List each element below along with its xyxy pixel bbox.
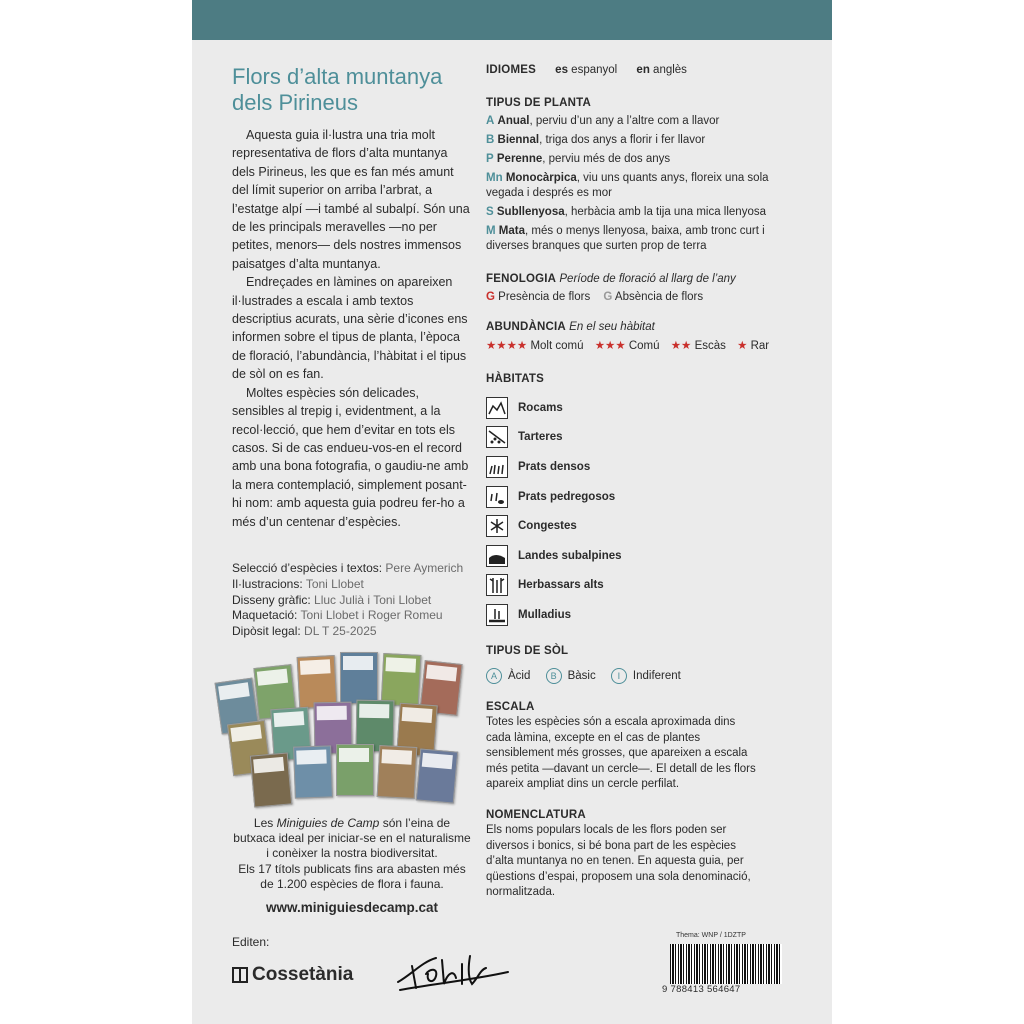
- abundance-label: Rar: [750, 340, 770, 352]
- series-name: Miniguies de Camp: [276, 816, 380, 830]
- abundancia-section: [486, 320, 796, 354]
- description-paragraph-3: Moltes espècies són delicades, sensibles al trepig i, evidentment, a la recol·lecció, que hem d’evitar en tots els casos. Si de cas endueu-vos-en el record amb una bona fotografia, o gaudiu-ne amb la mera contemplació, simplement posant-hi nom: amb aquesta guia podreu fer-ho a més d’un centenar d’espècies.: [232, 385, 469, 529]
- credit-row: [232, 608, 482, 624]
- collage-book: [340, 652, 378, 704]
- thema-code: Thema: WNP / 1DZTP: [676, 932, 746, 939]
- collage-book: [336, 744, 374, 796]
- abundance-label: Comú: [628, 340, 660, 352]
- basic-soil-icon: B: [546, 668, 562, 684]
- escala-heading: ESCALA: [486, 701, 535, 713]
- habitat-item: Prats pedregosos: [486, 482, 796, 512]
- habitat-item: Prats densos: [486, 452, 796, 482]
- credit-label: Dipòsit legal:: [232, 624, 301, 639]
- habitat-item: Mulladius: [486, 600, 796, 630]
- fenologia-section: [486, 272, 796, 305]
- left-column: [232, 64, 472, 531]
- collage-book: [297, 655, 338, 709]
- title-line-1: Flors d’alta muntanya: [232, 64, 443, 89]
- fenologia-subtitle: Període de floració al llarg de l’any: [559, 273, 736, 285]
- star-icon: ★★: [670, 340, 692, 352]
- publisher-logo: [232, 964, 353, 986]
- flower-absent-marker: G: [603, 291, 613, 303]
- promo-line-1: Les Miniguies de Camp són l’eina de butxaca ideal per iniciar-se en el naturalisme i conèixer la nostra biodiversitat.: [233, 816, 471, 861]
- book-title: [232, 64, 472, 116]
- credit-row: [232, 593, 482, 609]
- tall-grass-icon: [486, 574, 508, 596]
- habitat-item: Congestes: [486, 511, 796, 541]
- tipus-planta-heading: TIPUS DE PLANTA: [486, 97, 592, 109]
- habitats-section: [486, 372, 796, 630]
- credit-label: Disseny gràfic:: [232, 592, 311, 607]
- idiomes-heading: IDIOMES: [486, 64, 536, 76]
- nomenclatura-text: Els noms populars locals de les flors poden ser diversos i bonics, si bé bona part de les espècies d’alta muntanya no en tenen. En aquesta guia, per qüestions d’espai, proposem una sola denominació, normalitzada.: [486, 824, 751, 899]
- scree-icon: [486, 426, 508, 448]
- credits: [232, 561, 482, 640]
- credit-row: [232, 624, 482, 640]
- publisher-mark-icon: [232, 967, 248, 983]
- description-paragraph-2: Endreçades en làmines on apareixen il·lustrades a escala i amb textos descriptius acurats, una sèrie d’icones ens informen sobre el tipus de planta, l’època de floració, l’abundància, l’hàbitat i el tipus de sòl on es fan.: [232, 275, 468, 382]
- lang-code: es: [555, 64, 568, 76]
- lang-label: anglès: [653, 64, 687, 76]
- habitat-item: Herbassars alts: [486, 571, 796, 601]
- series-promo: [232, 816, 472, 892]
- signature-logo: [392, 944, 512, 996]
- habitat-item: Tarteres: [486, 423, 796, 453]
- idiomes-section: [486, 64, 796, 76]
- abundance-label: Escàs: [694, 340, 726, 352]
- credit-label: Maquetació:: [232, 608, 298, 623]
- barcode-bars: [670, 944, 782, 984]
- habitat-item: Rocams: [486, 393, 796, 423]
- credit-value: Lluc Julià i Toni Llobet: [314, 592, 432, 607]
- star-icon: ★★★: [594, 340, 626, 352]
- habitats-heading: HÀBITATS: [486, 373, 545, 385]
- plant-type-item: S Subllenyosa, herbàcia amb la tija una mica llenyosa: [486, 206, 766, 218]
- acid-soil-icon: A: [486, 668, 502, 684]
- title-line-2: dels Pirineus: [232, 90, 358, 115]
- flower-present-marker: G: [486, 291, 495, 303]
- heath-icon: [486, 545, 508, 567]
- soil-item: B Bàsic: [546, 668, 596, 684]
- collage-book: [250, 752, 292, 807]
- abundance-label: Molt comú: [530, 340, 584, 352]
- barcode: [662, 932, 782, 997]
- escala-section: [486, 700, 758, 793]
- credit-value: Pere Aymerich: [385, 561, 464, 575]
- snowflake-icon: [486, 515, 508, 537]
- plant-type-item: M Mata, més o menys llenyosa, baixa, amb tronc curt i diverses branques que surten prop de terra: [486, 225, 765, 252]
- star-icon: ★: [737, 340, 748, 352]
- credit-label: Il·lustracions:: [232, 576, 303, 591]
- isbn-number: 9 788413 564647: [662, 984, 741, 995]
- rocks-icon: [486, 397, 508, 419]
- habitat-item: Landes subalpines: [486, 541, 796, 571]
- credit-label: Selecció d’espècies i textos:: [232, 561, 383, 575]
- publisher-name: Cossetània: [252, 964, 354, 985]
- tipus-sol-section: [486, 644, 796, 684]
- lang-code: en: [636, 64, 650, 76]
- collage-book: [293, 745, 333, 798]
- credit-value: Toni Llobet: [305, 576, 364, 591]
- plant-type-item: Mn Monocàrpica, viu uns quants anys, floreix una sola vegada i després es mor: [486, 172, 769, 199]
- collage-book: [416, 748, 458, 803]
- abundancia-heading: ABUNDÀNCIA: [486, 321, 566, 333]
- editen-label: Editen:: [232, 935, 270, 949]
- book-collage-image: [218, 650, 468, 810]
- nomenclatura-section: [486, 808, 758, 901]
- credit-value: DL T 25-2025: [304, 624, 377, 639]
- tipus-planta-section: [486, 96, 796, 254]
- credit-row: [232, 577, 482, 593]
- dense-meadow-icon: [486, 456, 508, 478]
- back-cover: [192, 0, 832, 1024]
- flower-absent-label: Absència de flors: [614, 291, 704, 303]
- plant-type-item: P Perenne, perviu més de dos anys: [486, 153, 671, 165]
- credit-row: [232, 561, 482, 577]
- plant-type-item: B Biennal, triga dos anys a florir i fer llavor: [486, 134, 706, 146]
- promo-line-2: Els 17 títols publicats fins ara abasten més de 1.200 espècies de flora i fauna.: [238, 861, 466, 891]
- soil-item: A Àcid: [486, 668, 530, 684]
- escala-text: Totes les espècies són a escala aproximada dins cada làmina, excepte en el cas de plantes sensiblement més grosses, que apareixen a escala més petita —davant un cercle—. El detall de les flors apareix ampliat dins un cercle perfilat.: [486, 716, 756, 791]
- indifferent-soil-icon: I: [611, 668, 627, 684]
- website-link[interactable]: www.miniguiesdecamp.cat: [265, 900, 439, 915]
- lang-label: espanyol: [571, 64, 618, 76]
- tipus-sol-heading: TIPUS DE SÒL: [486, 645, 569, 657]
- stony-meadow-icon: [486, 486, 508, 508]
- collage-book: [381, 653, 422, 707]
- soil-item: I Indiferent: [611, 668, 681, 684]
- wetland-icon: [486, 604, 508, 626]
- top-band: [192, 0, 832, 40]
- credit-value: Toni Llobet i Roger Romeu: [300, 608, 443, 623]
- abundancia-subtitle: En el seu hàbitat: [569, 321, 655, 333]
- nomenclatura-heading: NOMENCLATURA: [486, 809, 586, 821]
- collage-book: [377, 745, 418, 799]
- star-icon: ★★★★: [486, 340, 528, 352]
- description-paragraph-1: Aquesta guia il·lustra una tria molt representativa de flors d’alta muntanya dels Pirineus, les que es fan més amunt del límit superior on arriba l’arbrat, a l’estatge alpí —i també al subalpí. Són una de les principals meravelles —no per petites, menors— dels nostres immensos paisatges d’alta muntanya.: [232, 128, 470, 271]
- plant-type-item: A Anual, perviu d’un any a l’altre com a llavor: [486, 115, 720, 127]
- flower-present-label: Presència de flors: [498, 291, 591, 303]
- fenologia-heading: FENOLOGIA: [486, 273, 557, 285]
